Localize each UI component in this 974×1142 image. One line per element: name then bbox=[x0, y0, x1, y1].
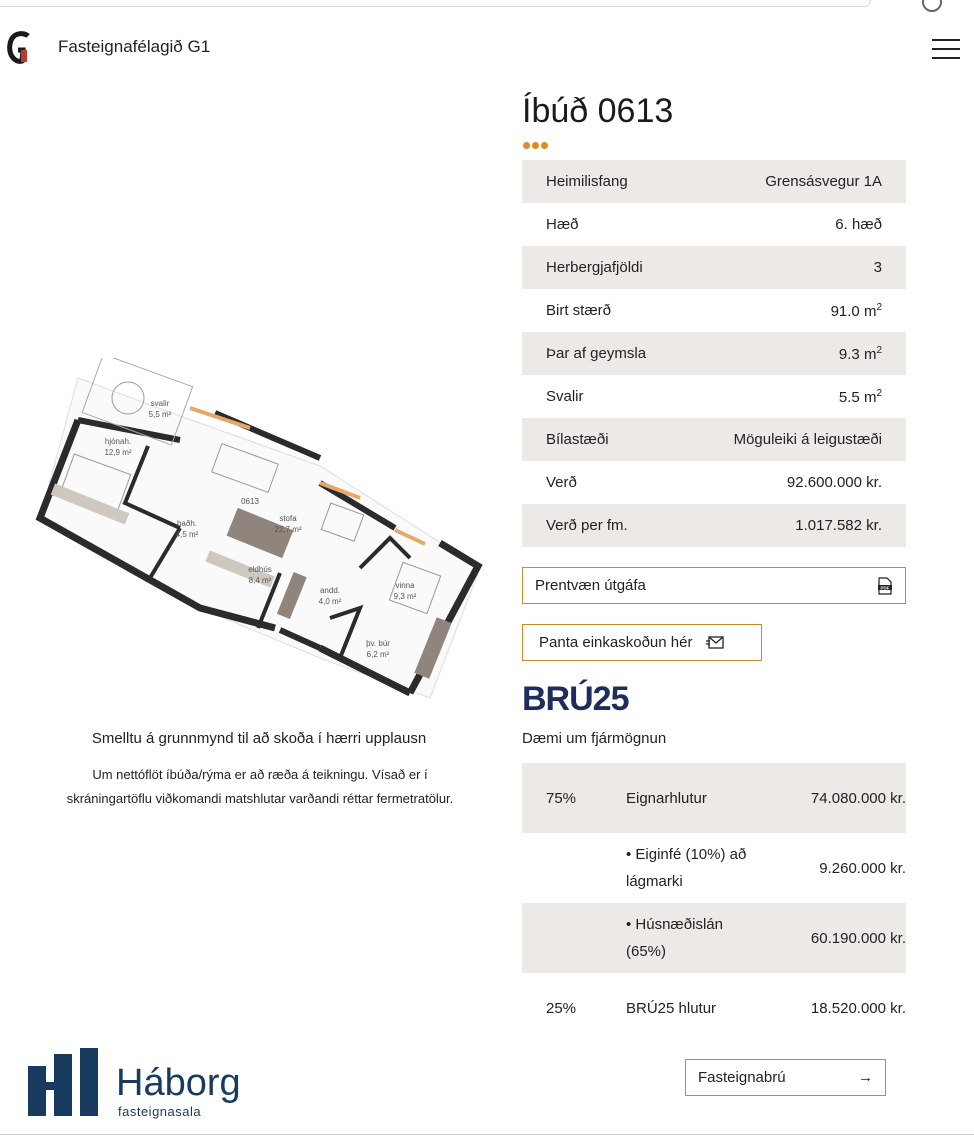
detail-value bbox=[839, 345, 882, 363]
fasteignabru-link[interactable] bbox=[685, 1059, 886, 1096]
print-version-button[interactable] bbox=[522, 567, 906, 604]
detail-label: Verð per fm. bbox=[546, 517, 628, 534]
page-title: Íbúð 0613 bbox=[522, 92, 674, 130]
haborg-logo[interactable] bbox=[28, 1048, 288, 1120]
detail-value-text: 6. hæð bbox=[835, 216, 882, 233]
detail-row bbox=[522, 461, 906, 504]
detail-row bbox=[522, 332, 906, 375]
detail-label: Verð bbox=[546, 474, 577, 491]
detail-value-text: 5.5 m bbox=[838, 388, 877, 406]
room-label: baðh. bbox=[176, 519, 198, 528]
detail-value bbox=[787, 474, 882, 491]
book-viewing-label: Panta einkaskoðun hér bbox=[539, 634, 693, 651]
details-table bbox=[522, 160, 906, 547]
detail-row bbox=[522, 289, 906, 332]
detail-row bbox=[522, 246, 906, 289]
haborg-name: Háborg bbox=[116, 1062, 241, 1104]
detail-label: Hæð bbox=[546, 216, 579, 233]
room-area: 9,3 m² bbox=[393, 592, 417, 601]
room-label: vinna bbox=[395, 581, 415, 590]
financing-amount: 74.080.000 kr. bbox=[810, 789, 906, 807]
detail-row bbox=[522, 504, 906, 547]
financing-amount: 60.190.000 kr. bbox=[810, 929, 906, 947]
detail-unit-exponent: 2 bbox=[876, 344, 882, 356]
financing-subtitle: Dæmi um fjármögnun bbox=[522, 730, 667, 747]
room-area: 4,0 m² bbox=[318, 597, 342, 606]
financing-table bbox=[522, 763, 906, 1043]
detail-value-text: 3 bbox=[873, 259, 882, 276]
mail-icon bbox=[706, 636, 724, 650]
profile-icon[interactable] bbox=[922, 0, 942, 12]
financing-amount: 18.520.000 kr. bbox=[810, 999, 906, 1017]
detail-label: Birt stærð bbox=[546, 302, 612, 319]
detail-value bbox=[734, 431, 882, 448]
address-bar[interactable] bbox=[0, 0, 871, 7]
financing-amount: 9.260.000 kr. bbox=[819, 859, 906, 877]
room-area: 4,5 m² bbox=[175, 530, 199, 539]
detail-value-text: Grensásvegur 1A bbox=[765, 173, 882, 190]
detail-label: Svalir bbox=[546, 388, 584, 405]
financing-row bbox=[522, 763, 906, 833]
financing-row bbox=[522, 973, 906, 1043]
detail-value-text: 92.600.000 kr. bbox=[786, 474, 882, 491]
bottom-divider bbox=[0, 1134, 974, 1135]
room-label: eldhús bbox=[248, 565, 272, 574]
room-label: hjónah. bbox=[104, 437, 132, 446]
print-version-label: Prentvæn útgáfa bbox=[535, 577, 646, 594]
room-label: stofa bbox=[279, 514, 297, 523]
arrow-right-icon: → bbox=[858, 1069, 873, 1086]
floor-plan-note: Um nettóflöt íbúða/rýma er að ræða á teikningu. Vísað er í skráningartöflu viðkomandi matshlutar varðandi réttar fermetratölur. bbox=[66, 767, 454, 806]
financing-row bbox=[522, 833, 906, 903]
floor-plan[interactable] bbox=[30, 358, 490, 708]
detail-row bbox=[522, 203, 906, 246]
room-area: 5,5 m² bbox=[148, 410, 172, 419]
haborg-mark bbox=[28, 1048, 100, 1116]
detail-value bbox=[839, 388, 882, 406]
financing-label: BRÚ25 hlutur bbox=[626, 999, 717, 1017]
room-area: 6,2 m² bbox=[366, 650, 390, 659]
detail-value bbox=[765, 173, 882, 190]
detail-row bbox=[522, 375, 906, 418]
detail-value-text: 1.017.582 kr. bbox=[795, 517, 882, 534]
financing-label: • Eiginfé (10%) að lágmarki bbox=[626, 846, 747, 890]
accent-dots bbox=[523, 136, 550, 154]
financing-row bbox=[522, 903, 906, 973]
detail-value bbox=[874, 259, 882, 276]
book-viewing-button[interactable] bbox=[522, 624, 762, 661]
room-label: svalir bbox=[150, 399, 170, 408]
room-label: þv. búr bbox=[366, 639, 390, 648]
detail-row bbox=[522, 160, 906, 203]
browser-tab-strip bbox=[0, 0, 974, 10]
detail-unit-exponent: 2 bbox=[876, 387, 882, 399]
detail-value bbox=[795, 517, 882, 534]
fasteignabru-label: Fasteignabrú bbox=[698, 1069, 786, 1086]
financing-percent: 25% bbox=[546, 999, 577, 1017]
haborg-subtitle: fasteignasala bbox=[118, 1104, 202, 1119]
room-label: andd. bbox=[319, 586, 341, 595]
bru25-logo: BRÚ25 bbox=[522, 680, 629, 718]
financing-percent: 75% bbox=[546, 789, 577, 807]
detail-label: Þar af geymsla bbox=[546, 345, 647, 362]
detail-value-text: Möguleiki á leigustæði bbox=[733, 431, 882, 448]
room-area: 12,9 m² bbox=[104, 448, 132, 457]
svg-text:PDF: PDF bbox=[880, 584, 890, 590]
brand-name[interactable]: Fasteignafélagið G1 bbox=[58, 37, 211, 56]
site-header bbox=[0, 18, 974, 78]
pdf-icon bbox=[877, 577, 893, 595]
unit-label: 0613 bbox=[241, 497, 259, 506]
g1-logo[interactable] bbox=[6, 30, 36, 66]
financing-label: Eignarhlutur bbox=[626, 789, 707, 807]
detail-value-text: 9.3 m bbox=[838, 345, 877, 363]
floor-plan-caption: Smelltu á grunnmynd til að skoða í hærri upplausn bbox=[91, 730, 427, 747]
detail-row bbox=[522, 418, 906, 461]
detail-value bbox=[831, 302, 882, 320]
room-area: 8,4 m² bbox=[248, 576, 272, 585]
detail-label: Bílastæði bbox=[546, 431, 609, 448]
hamburger-icon[interactable] bbox=[932, 39, 960, 59]
detail-label: Herbergjafjöldi bbox=[546, 259, 643, 276]
financing-label: • Húsnæðislán (65%) bbox=[626, 916, 723, 960]
room-area: 22,7 m² bbox=[274, 525, 302, 534]
detail-unit-exponent: 2 bbox=[876, 301, 882, 313]
detail-value bbox=[835, 216, 882, 233]
detail-label: Heimilisfang bbox=[546, 173, 628, 190]
detail-value-text: 91.0 m bbox=[830, 302, 877, 320]
